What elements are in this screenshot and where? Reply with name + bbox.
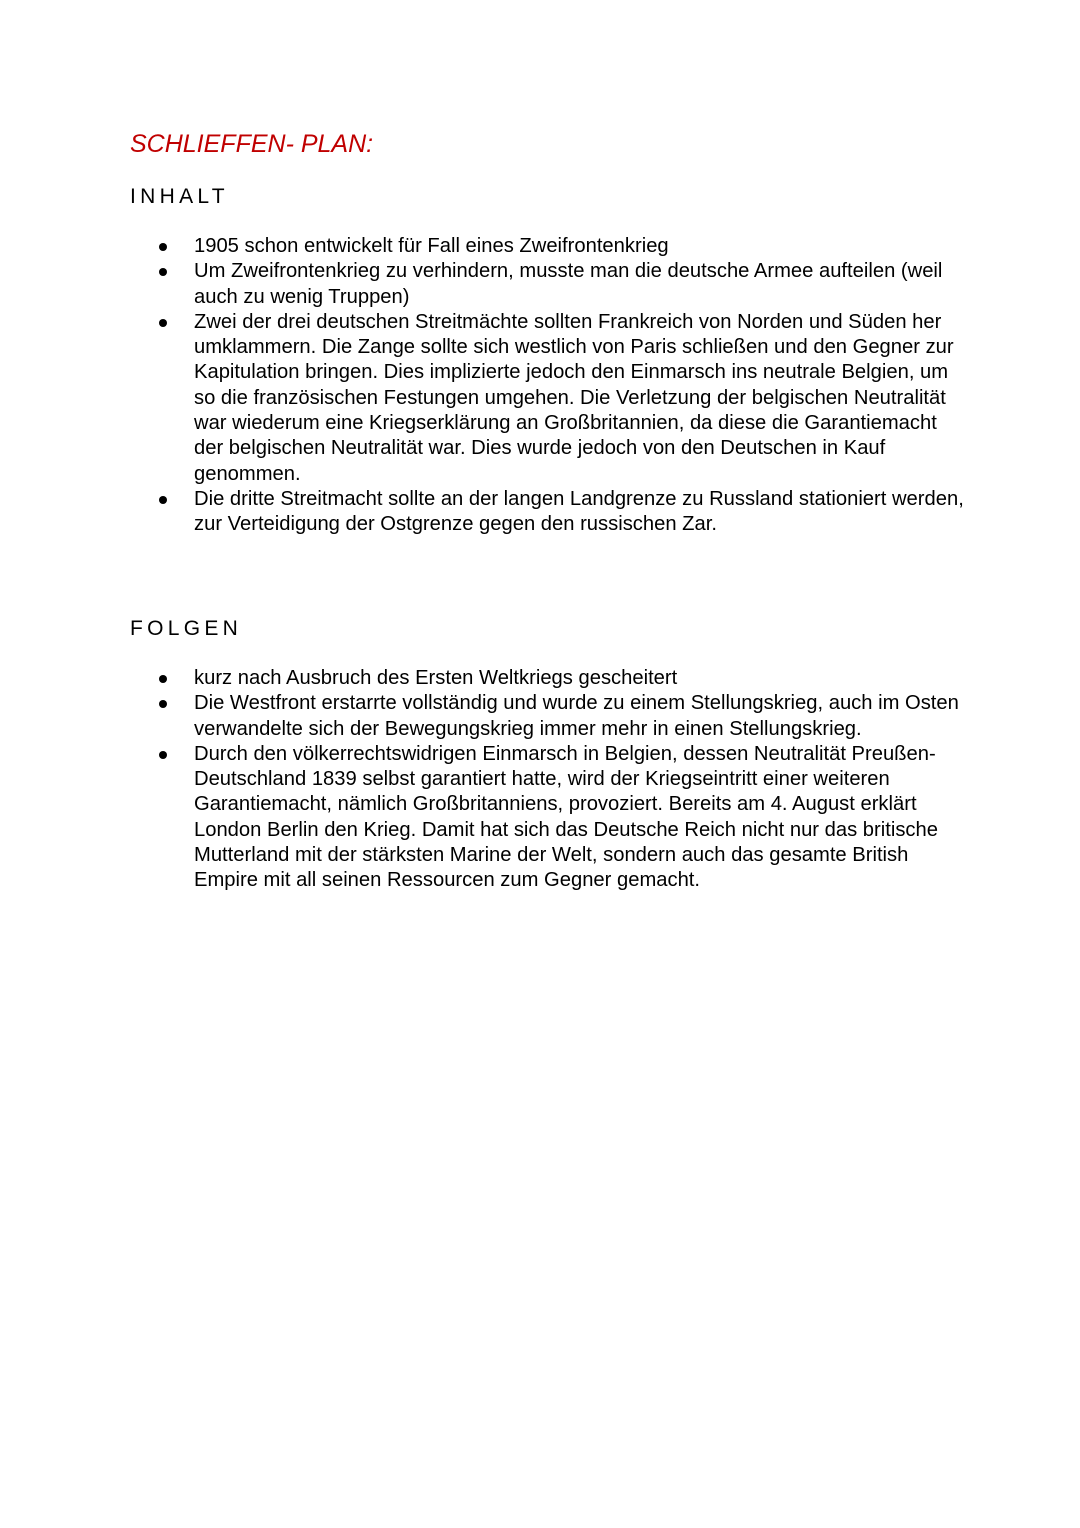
list-item-text: Durch den völkerrechtswidrigen Einmarsch in Belgien, dessen Neutralität Preußen-Deutschland 1839 selbst garantiert hatte, wird der Kriegseintritt einer weiteren Garantiemacht, nämlich Großbritanniens, provoziert. Bereits am 4. August erklärt London Berlin den Krieg. Damit hat sich das Deutsche Reich nicht nur das britische Mutterland mit der stärksten Marine der Welt, sondern auch das gesamte British Empire mit all seinen Ressourcen zum Gegner gemacht. [194, 742, 938, 892]
page-title: SCHLIEFFEN- PLAN: [130, 130, 374, 158]
list-item-text: Die dritte Streitmacht sollte an der langen Landgrenze zu Russland stationiert werden, zur Verteidigung der Ostgrenze gegen den russischen Zar. [194, 487, 964, 536]
section-heading-folgen: FOLGEN [130, 617, 243, 640]
bullet-list-folgen [194, 666, 964, 894]
list-item [194, 234, 964, 259]
list-item [194, 487, 964, 538]
bullet-icon [159, 496, 167, 504]
list-item-text: Um Zweifrontenkrieg zu verhindern, musste man die deutsche Armee aufteilen (weil auch zu wenig Truppen) [194, 260, 943, 308]
list-item [194, 310, 964, 487]
list-item-text: 1905 schon entwickelt für Fall eines Zweifrontenkrieg [194, 235, 669, 257]
bullet-icon [159, 243, 167, 251]
list-item-text: Die Westfront erstarrte vollständig und wurde zu einem Stellungskrieg, auch im Osten verwandelte sich der Bewegungskrieg immer mehr in einen Stellungskrieg. [194, 692, 959, 740]
list-item-text: Zwei der drei deutschen Streitmächte sollten Frankreich von Norden und Süden her umklammern. Die Zange sollte sich westlich von Paris schließen und den Gegner zur Kapitulation bringen. Dies implizierte jedoch den Einmarsch ins neutrale Belgien, um so die französischen Festungen umgehen. Die Verletzung der belgischen Neutralität war wiederum eine Kriegserklärung an Großbritannien, da diese die Garantiemacht der belgischen Neutralität war. Dies wurde jedoch von den Deutschen in Kauf genommen. [194, 310, 954, 485]
bullet-icon [159, 268, 167, 276]
bullet-icon [159, 700, 167, 708]
list-item [194, 666, 964, 691]
list-item [194, 259, 964, 310]
list-item [194, 691, 964, 742]
list-item-text: kurz nach Ausbruch des Ersten Weltkriegs gescheitert [194, 667, 678, 689]
bullet-icon [159, 319, 167, 327]
section-heading-inhalt: INHALT [130, 185, 229, 208]
list-item [194, 742, 964, 894]
bullet-list-inhalt [194, 234, 964, 538]
bullet-icon [159, 751, 167, 759]
bullet-icon [159, 675, 167, 683]
